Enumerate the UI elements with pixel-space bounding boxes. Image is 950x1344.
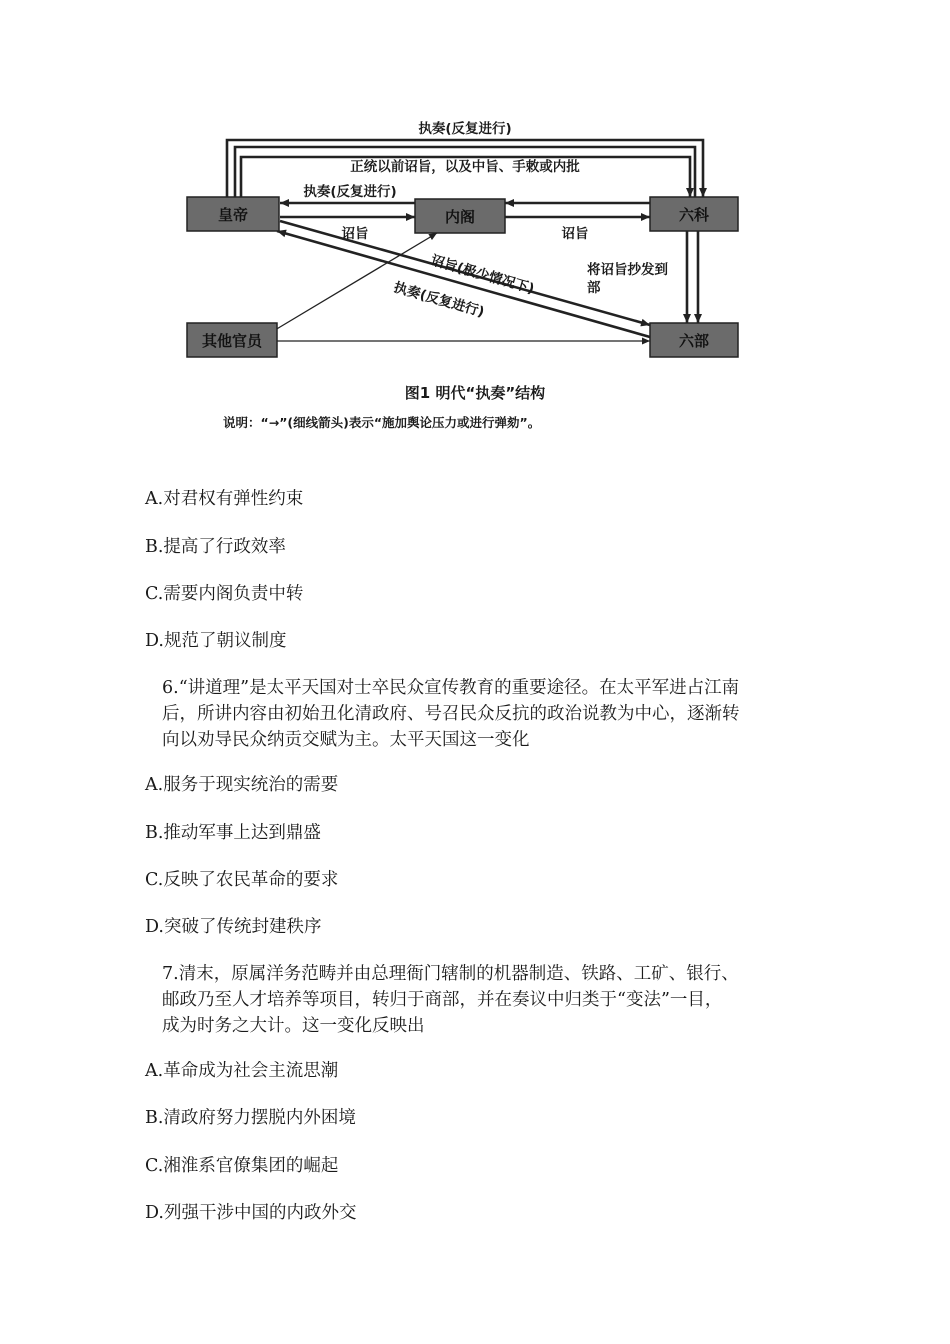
figure-caption: 图1 明代“执奏”结构 bbox=[404, 384, 546, 402]
diagram-canvas bbox=[165, 105, 785, 445]
q5-option-b: B.提高了行政效率 bbox=[145, 537, 286, 557]
node-emperor-label: 皇帝 bbox=[217, 206, 249, 224]
q7-stem bbox=[162, 961, 802, 1039]
node-emperor bbox=[187, 197, 279, 231]
node-six-offices bbox=[650, 197, 738, 231]
label-top-outer: 执奏(反复进行) bbox=[418, 121, 512, 137]
q5-option-d: D.规范了朝议制度 bbox=[145, 631, 287, 651]
q6-stem-line: 向以劝导民众纳贡交赋为主。太平天国这一变化 bbox=[162, 730, 530, 750]
label-cabinet-offices: 诏旨 bbox=[561, 226, 589, 242]
label-offices-ministries-line2: 部 bbox=[587, 280, 601, 296]
q6-option-b: B.推动军事上达到鼎盛 bbox=[145, 823, 321, 843]
node-other-officials bbox=[187, 323, 277, 357]
figure-note: 说明：“→”(细线箭头)表示“施加舆论压力或进行弹劾”。 bbox=[223, 415, 541, 430]
q6-stem-line: 后，所讲内容由初始丑化清政府、号召民众反抗的政治说教为中心，逐渐转 bbox=[162, 704, 740, 724]
node-six-offices-label: 六科 bbox=[678, 206, 710, 224]
q6-option-a: A.服务于现实统治的需要 bbox=[145, 775, 339, 795]
q6-option-c: C.反映了农民革命的要求 bbox=[145, 870, 339, 890]
q7-stem-line: 成为时务之大计。这一变化反映出 bbox=[162, 1016, 425, 1036]
label-diagonal-lower: 执奏(反复进行) bbox=[391, 279, 487, 321]
node-six-ministries-label: 六部 bbox=[678, 332, 710, 350]
edge-others-to-cabinet bbox=[275, 233, 437, 330]
label-top-inner: 正统以前诏旨，以及中旨、手敕或内批 bbox=[350, 159, 580, 175]
q5-option-a: A.对君权有弹性约束 bbox=[145, 489, 304, 509]
q7-option-d: D.列强干涉中国的内政外交 bbox=[145, 1203, 357, 1223]
label-diagonal-upper: 诏旨(极少情况下) bbox=[428, 252, 537, 298]
q6-option-d: D.突破了传统封建秩序 bbox=[145, 917, 322, 937]
node-other-officials-label: 其他官员 bbox=[201, 332, 263, 350]
q7-option-c: C.湘淮系官僚集团的崛起 bbox=[145, 1156, 339, 1176]
label-emperor-cabinet-upper: 执奏(反复进行) bbox=[303, 184, 397, 200]
node-six-ministries bbox=[650, 323, 738, 357]
zhizou-structure-diagram bbox=[165, 105, 785, 445]
q7-stem-line: 邮政乃至人才培养等项目，转归于商部，并在奏议中归类于“变法”一目， bbox=[162, 990, 723, 1010]
label-offices-ministries bbox=[587, 261, 673, 296]
q7-option-a: A.革命成为社会主流思潮 bbox=[145, 1061, 339, 1081]
label-emperor-cabinet-lower: 诏旨 bbox=[341, 226, 369, 242]
node-grand-secretariat bbox=[415, 199, 505, 233]
q5-option-c: C.需要内阁负责中转 bbox=[145, 584, 304, 604]
label-offices-ministries-line1: 将诏旨抄发到 bbox=[587, 262, 668, 278]
q6-stem bbox=[162, 675, 802, 753]
q7-option-b: B.清政府努力摆脱内外困境 bbox=[145, 1108, 356, 1128]
q7-stem-line: 7.清末，原属洋务范畴并由总理衙门辖制的机器制造、铁路、工矿、银行、 bbox=[162, 964, 739, 984]
q6-stem-line: 6.“讲道理”是太平天国对士卒民众宣传教育的重要途径。在太平军进占江南 bbox=[162, 678, 740, 698]
node-grand-secretariat-label: 内阁 bbox=[444, 208, 476, 226]
